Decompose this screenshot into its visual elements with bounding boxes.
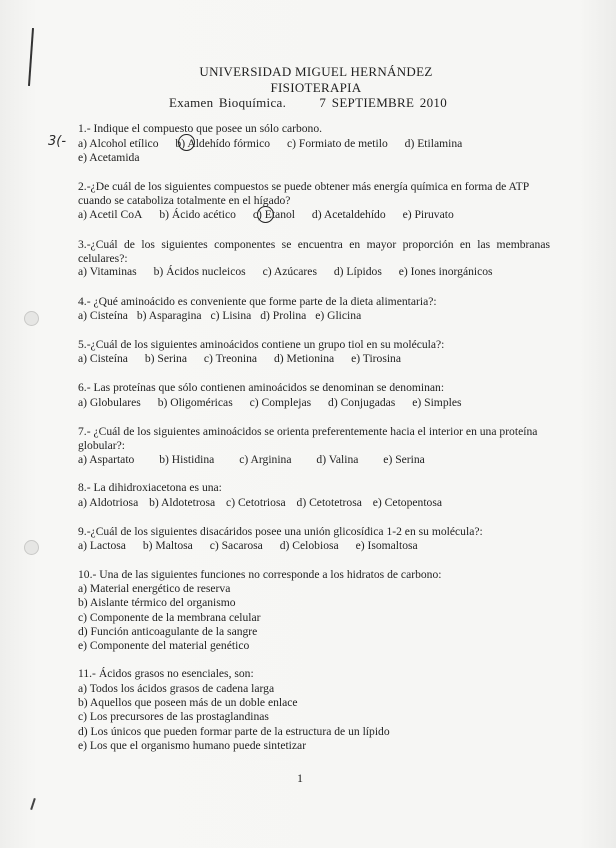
q1-option-b[interactable]: b) Aldehído fórmico — [175, 137, 271, 150]
q6-option-d[interactable]: d) Conjugadas — [328, 396, 396, 409]
q3-option-e[interactable]: e) Iones inorgánicos — [398, 265, 493, 278]
question-5-options — [78, 352, 415, 365]
q7-option-a[interactable]: a) Aspartato — [78, 453, 135, 466]
pen-dot-mark — [30, 798, 36, 810]
question-7-prompt: 7.- ¿Cuál de los siguientes aminoácidos se orienta preferentemente hacia el interior en una proteína globular?: — [78, 425, 538, 452]
question-11-prompt: 11.- Ácidos grasos no esenciales, son: — [78, 667, 254, 680]
q10-option-b[interactable]: b) Aislante térmico del organismo — [78, 596, 236, 609]
q5-option-c[interactable]: c) Treonina — [203, 352, 258, 365]
q11-option-a[interactable]: a) Todos los ácidos grasos de cadena larga — [78, 682, 275, 695]
answer-circle-q2 — [257, 206, 274, 223]
q3-option-a[interactable]: a) Vitaminas — [78, 265, 137, 278]
question-7-options — [78, 453, 439, 466]
q2-option-a[interactable]: a) Acetil CoA — [78, 208, 143, 221]
question-1-prompt: 1.- Indique el compuesto que posee un sólo carbono. — [78, 122, 323, 135]
q2-option-d[interactable]: d) Acetaldehído — [311, 208, 386, 221]
question-8-prompt: 8.- La dihidroxiacetona es una: — [78, 481, 222, 494]
program-title: FISIOTERAPIA — [270, 80, 362, 95]
q5-option-d[interactable]: d) Metionina — [273, 352, 335, 365]
question-10-prompt: 10.- Una de las siguientes funciones no corresponde a los hidratos de carbono: — [78, 568, 442, 581]
q8-option-a[interactable]: a) Aldotriosa — [78, 496, 139, 509]
q1-option-e[interactable]: e) Acetamida — [78, 151, 140, 164]
q4-option-d[interactable]: d) Prolina — [260, 309, 307, 322]
q8-option-e[interactable]: e) Cetopentosa — [372, 496, 442, 509]
q11-option-c[interactable]: c) Los precursores de las prostaglandinas — [78, 710, 269, 723]
q7-option-d[interactable]: d) Valina — [316, 453, 359, 466]
page-number: 1 — [297, 771, 303, 785]
q9-option-e[interactable]: e) Isomaltosa — [355, 539, 418, 552]
question-1-options — [78, 137, 476, 150]
q11-option-e[interactable]: e) Los que el organismo humano puede sintetizar — [78, 739, 307, 752]
q2-option-e[interactable]: e) Piruvato — [402, 208, 454, 221]
q3-option-b[interactable]: b) Ácidos nucleicos — [153, 265, 246, 278]
q1-option-d[interactable]: d) Etilamina — [404, 137, 463, 150]
question-9-options — [78, 539, 432, 552]
question-6-prompt: 6.- Las proteínas que sólo contienen aminoácidos se denominan se denominan: — [78, 381, 445, 394]
q4-option-c[interactable]: c) Lisina — [210, 309, 252, 322]
q6-option-e[interactable]: e) Simples — [412, 396, 462, 409]
q11-option-d[interactable]: d) Los únicos que pueden formar parte de la estructura de un lípido — [78, 725, 390, 738]
q3-option-c[interactable]: c) Azúcares — [262, 265, 317, 278]
q8-option-b[interactable]: b) Aldotetrosa — [149, 496, 216, 509]
q6-option-b[interactable]: b) Oligoméricas — [157, 396, 233, 409]
q9-option-a[interactable]: a) Lactosa — [78, 539, 126, 552]
q6-option-a[interactable]: a) Globulares — [78, 396, 141, 409]
q2-option-b[interactable]: b) Ácido acético — [159, 208, 236, 221]
q4-option-e[interactable]: e) Glicina — [315, 309, 362, 322]
q9-option-b[interactable]: b) Maltosa — [142, 539, 193, 552]
q8-option-c[interactable]: c) Cetotriosa — [226, 496, 286, 509]
answer-circle-q1 — [178, 134, 195, 151]
q10-option-a[interactable]: a) Material energético de reserva — [78, 582, 231, 595]
q8-option-d[interactable]: d) Cetotetrosa — [296, 496, 362, 509]
punch-hole-bottom — [24, 540, 39, 555]
question-8-options — [78, 496, 456, 509]
question-4-prompt: 4.- ¿Qué aminoácido es conveniente que forme parte de la dieta alimentaria?: — [78, 295, 437, 308]
exam-title: Examen Bioquímica. 7 SEPTIEMBRE 2010 — [168, 95, 447, 110]
q5-option-e[interactable]: e) Tirosina — [351, 352, 402, 365]
university-title: UNIVERSIDAD MIGUEL HERNÁNDEZ — [199, 64, 433, 79]
q9-option-d[interactable]: d) Celobiosa — [279, 539, 339, 552]
question-3-prompt: 3.-¿Cuál de los siguientes componentes se encuentra en mayor proporción en las membranas celulares?: — [78, 238, 550, 265]
question-3-options — [78, 265, 507, 278]
q1-option-c[interactable]: c) Formiato de metilo — [286, 137, 388, 150]
q7-option-e[interactable]: e) Serina — [383, 453, 425, 466]
q10-option-d[interactable]: d) Función anticoagulante de la sangre — [78, 625, 258, 638]
q4-option-b[interactable]: b) Asparagina — [136, 309, 202, 322]
punch-hole-top — [24, 311, 39, 326]
q7-option-c[interactable]: c) Arginina — [239, 453, 292, 466]
q3-option-d[interactable]: d) Lípidos — [333, 265, 382, 278]
q4-option-a[interactable]: a) Cisteína — [78, 309, 128, 322]
q2-option-c[interactable]: c) Etanol — [252, 208, 296, 221]
q11-option-b[interactable]: b) Aquellos que poseen más de un doble enlace — [78, 696, 298, 709]
q1-option-a[interactable]: a) Alcohol etílico — [78, 137, 159, 150]
question-6-options — [78, 396, 476, 409]
q5-option-a[interactable]: a) Cisteína — [78, 352, 128, 365]
question-9-prompt: 9.-¿Cuál de los siguientes disacáridos posee una unión glicosídica 1-2 en su molécula?: — [78, 525, 483, 538]
q10-option-c[interactable]: c) Componente de la membrana celular — [78, 611, 261, 624]
question-1-options-row2 — [78, 151, 153, 164]
question-4-options — [78, 309, 375, 322]
q7-option-b[interactable]: b) Histidina — [159, 453, 215, 466]
q9-option-c[interactable]: c) Sacarosa — [209, 539, 263, 552]
handwritten-score: 3(- — [48, 134, 67, 149]
q6-option-c[interactable]: c) Complejas — [249, 396, 312, 409]
q5-option-b[interactable]: b) Serina — [144, 352, 187, 365]
question-2-prompt: 2.-¿De cuál de los siguientes compuestos se puede obtener más energía química en forma de ATP cuando se cataboliza totalmente en el hígado? — [78, 180, 529, 207]
q10-option-e[interactable]: e) Componente del material genético — [78, 639, 250, 652]
question-5-prompt: 5.-¿Cuál de los siguientes aminoácidos contiene un grupo tiol en su molécula?: — [78, 338, 445, 351]
